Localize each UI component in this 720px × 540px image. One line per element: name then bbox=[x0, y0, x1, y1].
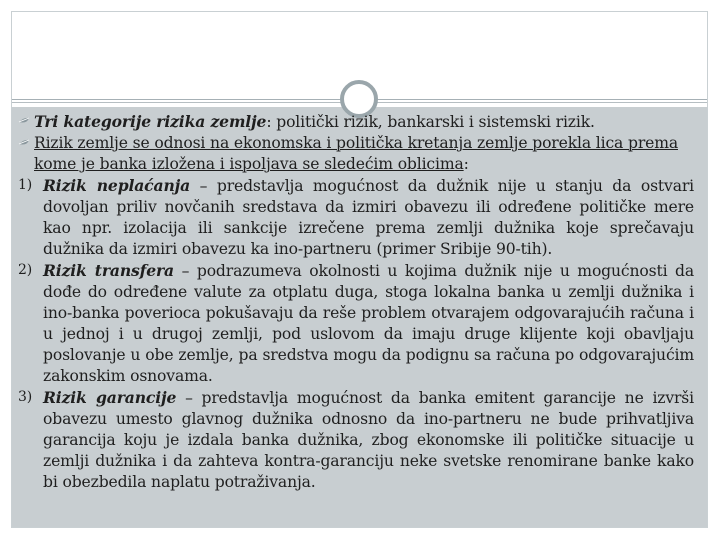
item-text: – predstavlja mogućnost da banka emitent garancije ne izvrši obavezu umesto glavnog dužnika odnosno da ino-partneru ne bude prihvatljiva garancija koju je izdala banka dužnika, zbog ekonomske ili političke situacije u zemlji dužnika i da zahteva kontra-garanciju neke svetske renomirane banke kako bi obezbedila naplatu potraživanja. bbox=[43, 389, 694, 491]
numbered-item bbox=[18, 175, 694, 260]
bullet-item bbox=[18, 133, 694, 154]
item-title: Rizik garancije bbox=[43, 388, 177, 407]
item-number: 1) bbox=[18, 177, 33, 193]
item-title: Rizik neplaćanja bbox=[43, 176, 191, 195]
item-text: – predstavlja mogućnost da dužnik nije u stanju da ostvari dovoljan priliv novčanih sredstava da izmiri obavezu ili određene političke mere kao npr. izolacija ili sankcije izrečene prema zemlji dužnika koje sprečavaju dužnika da izmiri obavezu ka ino-partneru (primer Sribije 90-tih). bbox=[43, 177, 694, 258]
bullet-text-line2: kome je banka izložena i ispoljava se sledećim oblicima bbox=[34, 155, 464, 173]
bullet-text: : politički rizik, bankarski i sistemski rizik. bbox=[266, 113, 595, 131]
item-title: Rizik transfera bbox=[43, 261, 175, 280]
slide-body bbox=[18, 111, 694, 493]
leaf-bullet-icon bbox=[18, 139, 30, 149]
bullet-lead: Tri kategorije rizika zemlje bbox=[34, 112, 267, 131]
bullet-continuation bbox=[18, 154, 694, 175]
bullet-item bbox=[18, 111, 694, 133]
numbered-item bbox=[18, 387, 694, 493]
bullet-text-end: : bbox=[463, 155, 469, 173]
bullet-text-line1: Rizik zemlje se odnosi na ekonomska i politička kretanja zemlje porekla lica prema bbox=[34, 134, 678, 152]
item-text: – podrazumeva okolnosti u kojima dužnik nije u mogućnosti da dođe do određene valute za otplatu duga, stoga lokalna banka u zemlji dužnika i ino-banka poverioca pokušavaju da reše problem otvarajem odgovarajućih računa i u jednoj i u drugoj zemlji, pod uslovom da imaju druge klijente koji obavljaju poslovanje u obe zemlje, pa sredstva mogu da podignu sa računa po odgovarajućim zakonskim osnovama. bbox=[43, 262, 695, 385]
item-number: 2) bbox=[18, 262, 33, 278]
numbered-item bbox=[18, 260, 694, 387]
item-number: 3) bbox=[18, 389, 33, 405]
leaf-bullet-icon bbox=[18, 117, 30, 127]
